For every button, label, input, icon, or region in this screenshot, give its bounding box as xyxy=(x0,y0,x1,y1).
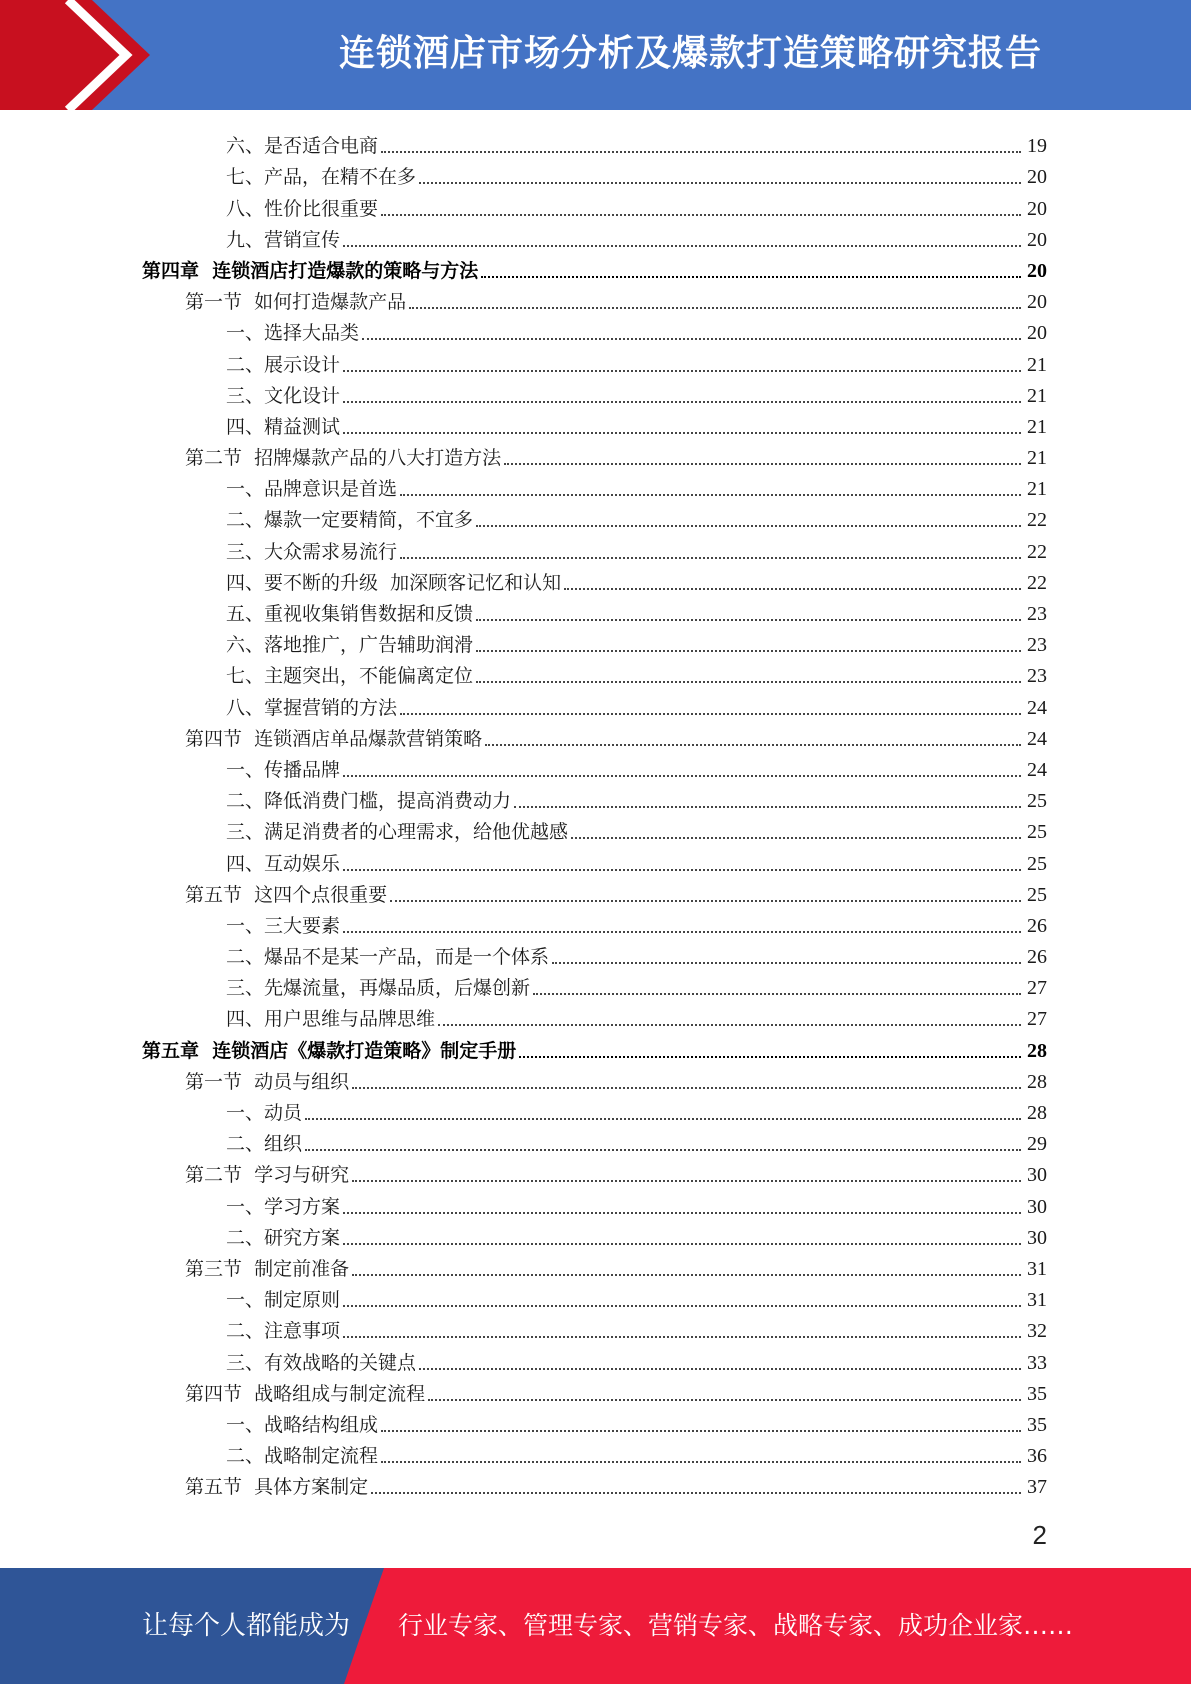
toc-entry-page: 25 xyxy=(1027,852,1047,875)
dot-leader xyxy=(305,1118,1021,1120)
toc-entry-title: 四、精益测试 xyxy=(226,415,341,438)
toc-entry-page: 20 xyxy=(1027,228,1047,251)
dot-leader xyxy=(362,338,1021,340)
toc-entry-item[interactable] xyxy=(0,222,1191,253)
toc-entry-page: 30 xyxy=(1027,1226,1047,1249)
dot-leader xyxy=(343,245,1021,247)
dot-leader xyxy=(419,1368,1021,1370)
toc-entry-page: 28 xyxy=(1027,1039,1047,1062)
toc-entry-item[interactable] xyxy=(0,1438,1191,1469)
toc-entry-item[interactable] xyxy=(0,1344,1191,1375)
toc-entry-page: 22 xyxy=(1027,571,1047,594)
toc-entry-page: 23 xyxy=(1027,603,1047,625)
dot-leader xyxy=(352,1274,1021,1276)
toc-entry-section[interactable] xyxy=(0,1251,1191,1282)
toc-entry-title: 第五节 这四个点很重要 xyxy=(185,883,388,906)
toc-entry-page: 27 xyxy=(1027,977,1047,1000)
toc-entry-item[interactable] xyxy=(0,1313,1191,1344)
dot-leader xyxy=(438,1024,1021,1026)
dot-leader xyxy=(564,588,1021,590)
dot-leader xyxy=(343,869,1021,871)
toc-entry-title: 五、重视收集销售数据和反馈 xyxy=(226,603,474,625)
toc-entry-page: 22 xyxy=(1027,509,1047,532)
toc-entry-title: 三、先爆流量，再爆品质，后爆创新 xyxy=(226,977,531,1000)
toc-entry-title: 一、品牌意识是首选 xyxy=(226,478,398,501)
toc-entry-item[interactable] xyxy=(0,1282,1191,1313)
toc-entry-page: 29 xyxy=(1027,1133,1047,1156)
toc-entry-title: 第五节 具体方案制定 xyxy=(185,1476,369,1499)
dot-leader xyxy=(343,1243,1021,1245)
toc-entry-title: 一、战略结构组成 xyxy=(226,1413,379,1436)
toc-entry-item[interactable] xyxy=(0,1220,1191,1251)
toc-entry-page: 32 xyxy=(1027,1320,1047,1343)
toc-entry-item[interactable] xyxy=(0,1126,1191,1157)
dot-leader xyxy=(371,1492,1021,1494)
toc-entry-page: 20 xyxy=(1027,322,1047,345)
toc-entry-page: 35 xyxy=(1027,1382,1047,1405)
toc-entry-title: 九、营销宣传 xyxy=(226,228,341,251)
toc-entry-section[interactable] xyxy=(0,440,1191,471)
toc-entry-page: 28 xyxy=(1027,1070,1047,1093)
header-arrow-decoration xyxy=(0,0,160,110)
toc-entry-section[interactable] xyxy=(0,1157,1191,1188)
toc-entry-title: 六、是否适合电商 xyxy=(226,135,379,158)
toc-entry-page: 25 xyxy=(1027,821,1047,844)
toc-entry-page: 20 xyxy=(1027,259,1047,282)
toc-entry-page: 31 xyxy=(1027,1289,1047,1312)
toc-entry-title: 第五章 连锁酒店《爆款打造策略》制定手册 xyxy=(142,1039,517,1062)
dot-leader xyxy=(343,1336,1021,1338)
toc-entry-page: 25 xyxy=(1027,883,1047,906)
toc-entry-item[interactable] xyxy=(0,378,1191,409)
toc-entry-page: 27 xyxy=(1027,1008,1047,1031)
toc-entry-title: 第四章 连锁酒店打造爆款的策略与方法 xyxy=(142,259,479,282)
toc-entry-title: 一、三大要素 xyxy=(226,914,341,937)
toc-entry-item[interactable] xyxy=(0,502,1191,533)
footer-slogan-left: 让每个人都能成为 xyxy=(142,1611,351,1641)
dot-leader xyxy=(381,214,1021,216)
toc-entry-title: 二、展示设计 xyxy=(226,353,341,376)
toc-entry-title: 七、主题突出，不能偏离定位 xyxy=(226,665,474,688)
toc-entry-page: 22 xyxy=(1027,540,1047,563)
toc-entry-title: 八、性价比很重要 xyxy=(226,197,379,220)
toc-entry-section[interactable] xyxy=(0,1376,1191,1407)
dot-leader xyxy=(571,837,1021,839)
toc-entry-page: 19 xyxy=(1027,135,1047,158)
toc-entry-chapter[interactable] xyxy=(0,253,1191,284)
dot-leader xyxy=(552,962,1021,964)
dot-leader xyxy=(476,525,1021,527)
dot-leader xyxy=(400,557,1021,559)
toc-entry-title: 三、有效战略的关键点 xyxy=(226,1351,417,1374)
toc-entry-item[interactable] xyxy=(0,315,1191,346)
page-number: 2 xyxy=(1032,1520,1047,1550)
toc-entry-item[interactable] xyxy=(0,346,1191,377)
toc-entry-item[interactable] xyxy=(0,596,1191,627)
dot-leader xyxy=(343,931,1021,933)
dot-leader xyxy=(352,1180,1021,1182)
toc-entry-page: 23 xyxy=(1027,634,1047,657)
toc-entry-page: 21 xyxy=(1027,415,1047,438)
toc-entry-title: 七、产品，在精不在多 xyxy=(226,166,417,189)
toc-entry-item[interactable] xyxy=(0,533,1191,564)
page-header xyxy=(0,0,1191,110)
toc-entry-page: 28 xyxy=(1027,1102,1047,1124)
toc-entry-page: 21 xyxy=(1027,384,1047,407)
dot-leader xyxy=(343,432,1021,434)
dot-leader xyxy=(400,713,1021,715)
toc-entry-title: 三、文化设计 xyxy=(226,384,341,407)
toc-entry-title: 二、研究方案 xyxy=(226,1226,341,1249)
toc-entry-title: 第一节 动员与组织 xyxy=(185,1070,350,1093)
toc-entry-title: 六、落地推广，广告辅助润滑 xyxy=(226,634,474,657)
toc-entry-page: 20 xyxy=(1027,197,1047,220)
toc-entry-page: 33 xyxy=(1027,1351,1047,1374)
toc-entry-page: 36 xyxy=(1027,1445,1047,1468)
toc-entry-title: 二、爆款一定要精简，不宜多 xyxy=(226,509,474,532)
toc-entry-title: 一、选择大品类 xyxy=(226,322,360,345)
toc-entry-title: 三、大众需求易流行 xyxy=(226,540,398,563)
dot-leader xyxy=(485,744,1021,746)
toc-entry-item[interactable] xyxy=(0,814,1191,845)
dot-leader xyxy=(514,806,1021,808)
toc-entry-title: 第四节 连锁酒店单品爆款营销策略 xyxy=(185,727,483,750)
toc-entry-item[interactable] xyxy=(0,689,1191,720)
toc-entry-item[interactable] xyxy=(0,752,1191,783)
dot-leader xyxy=(343,1305,1021,1307)
toc-entry-title: 二、注意事项 xyxy=(226,1320,341,1343)
dot-leader xyxy=(381,1430,1021,1432)
toc-entry-page: 26 xyxy=(1027,914,1047,937)
toc-entry-item[interactable] xyxy=(0,1188,1191,1219)
toc-entry-item[interactable] xyxy=(0,658,1191,689)
toc-entry-section[interactable] xyxy=(0,284,1191,315)
toc-entry-item[interactable] xyxy=(0,939,1191,970)
toc-entry-title: 二、降低消费门槛，提高消费动力 xyxy=(226,790,512,813)
toc-entry-title: 第三节 制定前准备 xyxy=(185,1257,350,1280)
toc-entry-title: 第二节 学习与研究 xyxy=(185,1164,350,1187)
toc-entry-item[interactable] xyxy=(0,409,1191,440)
toc-entry-item[interactable] xyxy=(0,845,1191,876)
toc-entry-title: 一、学习方案 xyxy=(226,1195,341,1218)
toc-entry-item[interactable] xyxy=(0,159,1191,190)
dot-leader xyxy=(381,1461,1021,1463)
toc-entry-title: 四、要不断的升级 加深顾客记忆和认知 xyxy=(226,571,562,594)
toc-entry-section[interactable] xyxy=(0,877,1191,908)
toc-entry-page: 24 xyxy=(1027,696,1047,719)
toc-entry-title: 二、组织 xyxy=(226,1133,303,1156)
dot-leader xyxy=(476,681,1021,683)
dot-leader xyxy=(390,900,1021,902)
toc-entry-title: 第四节 战略组成与制定流程 xyxy=(185,1382,426,1405)
toc-entry-page: 30 xyxy=(1027,1195,1047,1218)
toc-entry-page: 23 xyxy=(1027,665,1047,688)
report-title: 连锁酒店市场分析及爆款打造策略研究报告 xyxy=(338,33,1042,74)
dot-leader xyxy=(519,1056,1021,1058)
toc-entry-title: 第一节 如何打造爆款产品 xyxy=(185,291,407,314)
toc-entry-section[interactable] xyxy=(0,1469,1191,1500)
dot-leader xyxy=(343,775,1021,777)
dot-leader xyxy=(428,1399,1021,1401)
dot-leader xyxy=(343,401,1021,403)
toc-entry-page: 21 xyxy=(1027,447,1047,470)
toc-entry-page: 30 xyxy=(1027,1164,1047,1187)
toc-entry-page: 21 xyxy=(1027,353,1047,376)
toc-entry-item[interactable] xyxy=(0,1001,1191,1032)
toc-entry-page: 26 xyxy=(1027,946,1047,969)
toc-entry-item[interactable] xyxy=(0,908,1191,939)
toc-entry-page: 35 xyxy=(1027,1413,1047,1436)
toc-entry-title: 一、传播品牌 xyxy=(226,758,341,781)
footer-slogan-right: 行业专家、管理专家、营销专家、战略专家、成功企业家…… xyxy=(398,1611,1074,1640)
dot-leader xyxy=(504,463,1021,465)
dot-leader xyxy=(400,494,1021,496)
toc-entry-title: 四、用户思维与品牌思维 xyxy=(226,1008,436,1031)
dot-leader xyxy=(409,307,1021,309)
toc-entry-title: 一、制定原则 xyxy=(226,1289,341,1312)
dot-leader xyxy=(381,151,1021,153)
toc-entry-title: 三、满足消费者的心理需求，给他优越感 xyxy=(226,821,569,844)
toc-entry-item[interactable] xyxy=(0,565,1191,596)
dot-leader xyxy=(476,650,1021,652)
toc-entry-page: 20 xyxy=(1027,166,1047,189)
toc-entry-title: 二、战略制定流程 xyxy=(226,1445,379,1468)
page-footer xyxy=(0,1568,1191,1684)
toc-entry-chapter[interactable] xyxy=(0,1032,1191,1063)
toc-entry-page: 24 xyxy=(1027,758,1047,781)
toc-entry-title: 二、爆品不是某一产品，而是一个体系 xyxy=(226,946,550,969)
toc-entry-page: 20 xyxy=(1027,291,1047,314)
toc-entry-title: 一、动员 xyxy=(226,1102,303,1124)
dot-leader xyxy=(481,276,1021,278)
toc-entry-page: 31 xyxy=(1027,1257,1047,1280)
toc-entry-item[interactable] xyxy=(0,128,1191,159)
toc-entry-title: 八、掌握营销的方法 xyxy=(226,696,398,719)
toc-entry-item[interactable] xyxy=(0,627,1191,658)
toc-entry-item[interactable] xyxy=(0,970,1191,1001)
toc-entry-title: 四、互动娱乐 xyxy=(226,852,341,875)
toc-entry-page: 24 xyxy=(1027,727,1047,750)
dot-leader xyxy=(343,370,1021,372)
toc-entry-item[interactable] xyxy=(0,1095,1191,1126)
dot-leader xyxy=(476,619,1021,621)
toc-entry-item[interactable] xyxy=(0,1407,1191,1438)
dot-leader xyxy=(343,1212,1021,1214)
toc-entry-page: 21 xyxy=(1027,478,1047,501)
dot-leader xyxy=(419,182,1021,184)
table-of-contents xyxy=(0,128,1191,1500)
dot-leader xyxy=(533,993,1021,995)
toc-entry-page: 37 xyxy=(1027,1476,1047,1499)
toc-entry-item[interactable] xyxy=(0,190,1191,221)
toc-entry-item[interactable] xyxy=(0,471,1191,502)
toc-entry-section[interactable] xyxy=(0,1064,1191,1095)
toc-entry-title: 第二节 招牌爆款产品的八大打造方法 xyxy=(185,447,502,470)
toc-entry-item[interactable] xyxy=(0,783,1191,814)
toc-entry-section[interactable] xyxy=(0,721,1191,752)
toc-entry-page: 25 xyxy=(1027,790,1047,813)
dot-leader xyxy=(352,1087,1021,1089)
dot-leader xyxy=(305,1149,1021,1151)
